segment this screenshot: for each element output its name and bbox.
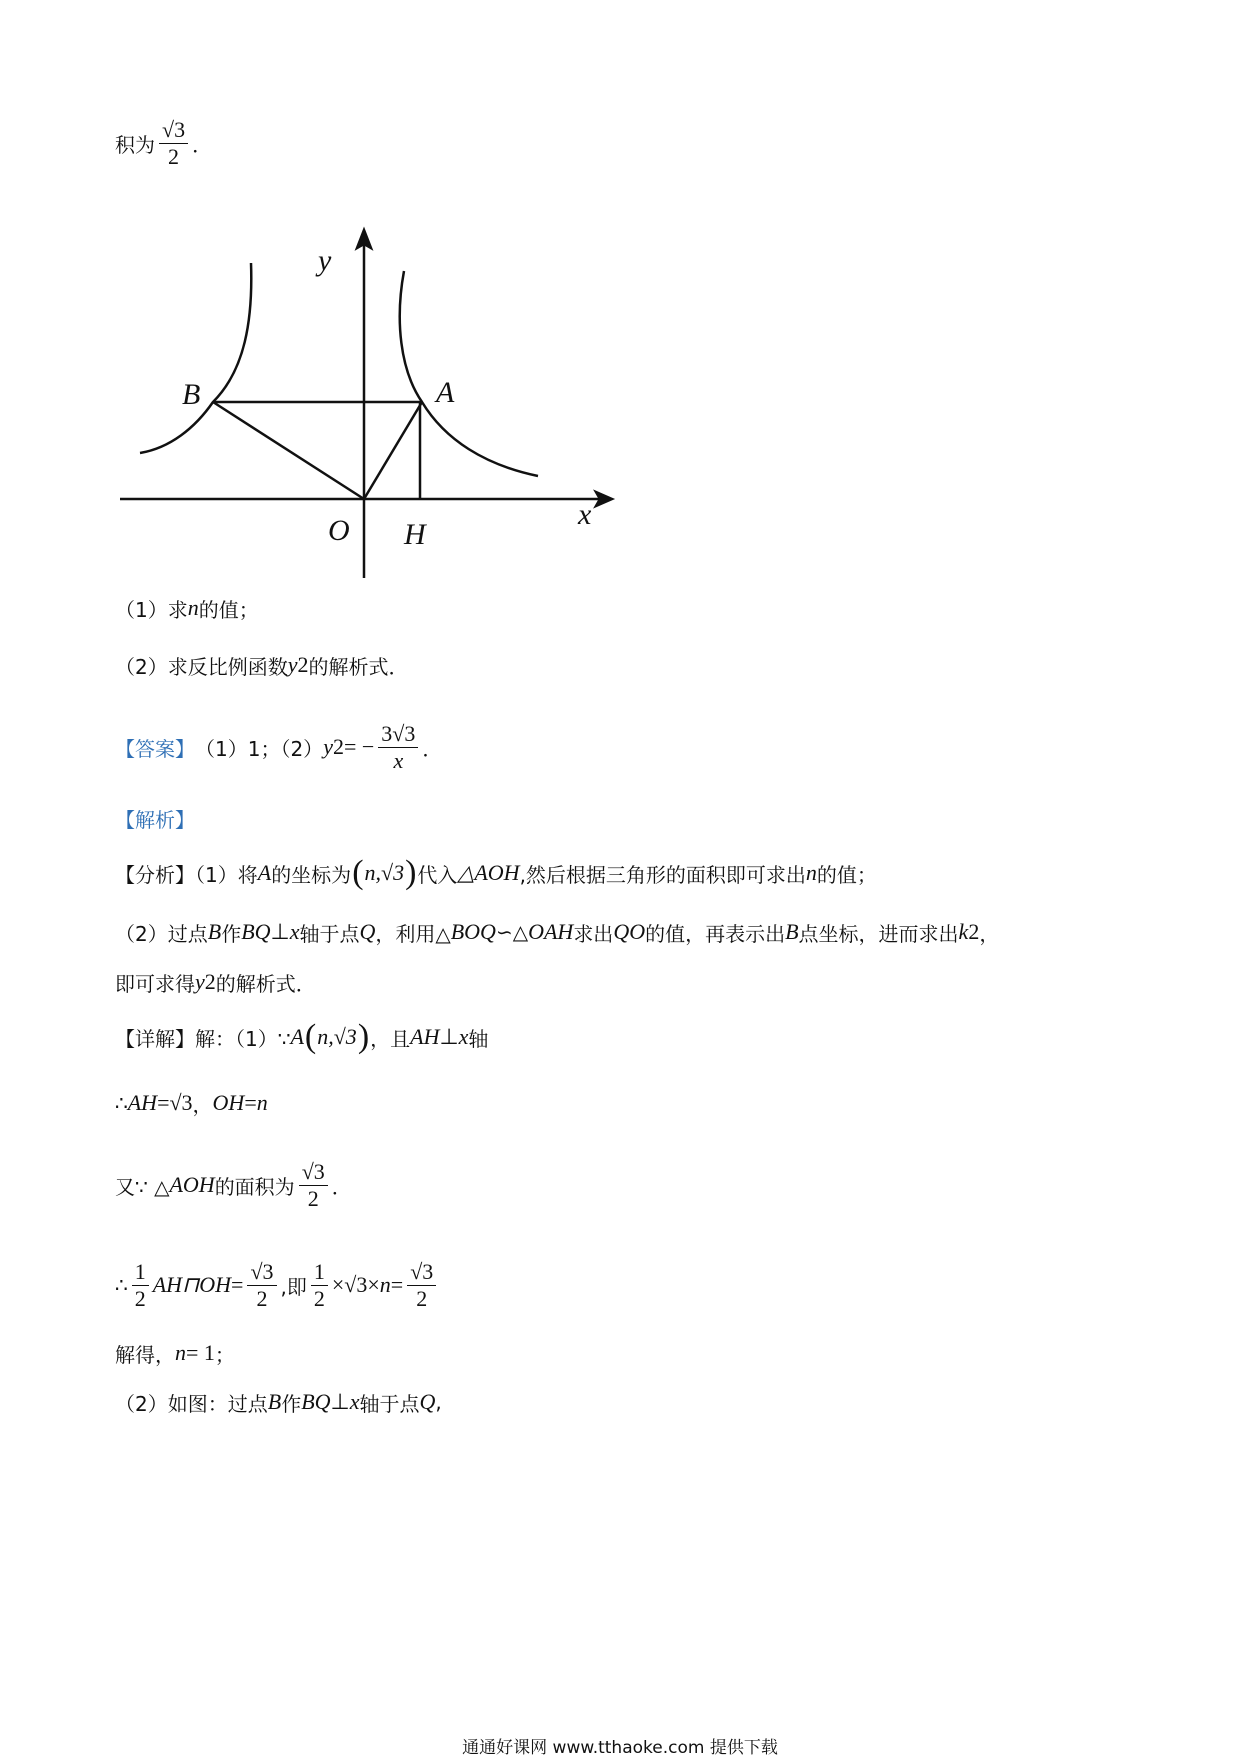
text: （2）求反比例函数	[115, 654, 288, 679]
numerator: 3√3	[378, 721, 418, 748]
math: ⊥	[270, 919, 290, 944]
fraction	[407, 1259, 436, 1312]
math: B	[207, 919, 222, 944]
text: （1）1；（2）	[195, 736, 324, 761]
text: ，利用△	[375, 921, 451, 946]
math: k	[958, 919, 969, 944]
fraction	[299, 1159, 328, 1212]
text: ,然后根据三角形的面积即可求出	[519, 862, 806, 887]
question-2	[115, 635, 409, 695]
math: y	[323, 734, 333, 759]
text: 的值；	[198, 597, 259, 622]
numerator: √3	[299, 1159, 328, 1186]
denominator: 2	[313, 1285, 325, 1311]
answer-line	[115, 717, 442, 777]
math: n,√3	[317, 1024, 357, 1049]
text: 作	[221, 921, 242, 946]
numerator: 1	[311, 1259, 328, 1286]
text: 轴于点	[299, 921, 360, 946]
math: QO	[613, 919, 646, 944]
analysis-line-3	[115, 952, 316, 1012]
detail-line-3	[115, 1155, 352, 1215]
text: ；	[214, 1342, 235, 1367]
text: 【分析】（1）将	[115, 862, 258, 887]
numerator: √3	[247, 1259, 276, 1286]
text: ∴	[115, 1273, 128, 1297]
math: x	[289, 919, 300, 944]
analysis-heading-line	[115, 788, 195, 848]
denominator: 2	[256, 1285, 268, 1311]
label-x: x	[578, 498, 592, 531]
text: ，	[979, 921, 1000, 946]
paren: (	[352, 854, 364, 891]
label-H: H	[404, 518, 426, 551]
text: （2）过点	[115, 921, 208, 946]
text: 求出	[573, 921, 614, 946]
text: ∴	[115, 1091, 128, 1115]
paren: )	[405, 854, 417, 891]
segment-BO	[213, 402, 364, 499]
math: OH	[212, 1090, 245, 1115]
math: BQ	[301, 1389, 331, 1414]
math: BQ	[241, 919, 271, 944]
math: = 1	[186, 1340, 215, 1365]
math: =√3	[157, 1090, 193, 1115]
text: ．	[331, 1174, 352, 1199]
fraction	[311, 1259, 328, 1312]
text: 【详解】解：（1）∵	[115, 1026, 291, 1051]
math: B	[267, 1389, 282, 1414]
fraction	[132, 1259, 149, 1312]
text: 轴于点	[359, 1391, 420, 1416]
subscript: 2	[332, 734, 344, 759]
text: （2）如图：过点	[115, 1391, 268, 1416]
math: n	[187, 595, 199, 620]
math: AOH	[169, 1172, 215, 1197]
paren: )	[357, 1018, 370, 1055]
math: A	[290, 1024, 304, 1049]
subscript: 2	[297, 652, 309, 677]
math: n	[175, 1340, 186, 1365]
math: OAH	[528, 919, 574, 944]
math: =	[390, 1272, 404, 1297]
fraction	[247, 1259, 276, 1312]
math: =	[231, 1272, 244, 1297]
text: 的解析式．	[308, 654, 409, 679]
denominator: 2	[416, 1285, 428, 1311]
text: 点坐标，进而求出	[798, 921, 959, 946]
text: 的值，再表示出	[645, 921, 786, 946]
math: n,√3	[364, 860, 405, 885]
text: 即可求得	[115, 971, 195, 996]
subscript: 2	[204, 969, 216, 994]
label-A: A	[436, 376, 455, 409]
text: 的值；	[816, 862, 877, 887]
text: ,	[435, 1390, 442, 1414]
detail-line-6	[115, 1372, 442, 1432]
math: =	[244, 1090, 257, 1115]
text: 的坐标为	[271, 862, 352, 887]
math: n	[379, 1272, 391, 1297]
math: AH	[410, 1024, 440, 1049]
paren: (	[304, 1018, 317, 1055]
label-O: O	[328, 514, 350, 547]
hyperbola-figure	[0, 0, 700, 600]
text: ，且	[370, 1026, 411, 1051]
detail-line-1	[115, 1007, 488, 1067]
left-hyperbola-branch	[140, 263, 251, 453]
label-B: B	[182, 378, 201, 411]
math: BOQ	[450, 919, 496, 944]
math: A	[257, 860, 272, 885]
numerator: √3	[407, 1259, 436, 1286]
text: 解得，	[115, 1342, 175, 1367]
math: AH⊓OH	[152, 1272, 232, 1297]
label-y: y	[318, 244, 332, 277]
text: 的解析式．	[215, 971, 316, 996]
analysis-heading: 【解析】	[115, 807, 195, 832]
math: ⊥	[439, 1024, 459, 1049]
text: ∽△	[495, 920, 529, 944]
math: x	[458, 1024, 469, 1049]
denominator: 2	[134, 1285, 146, 1311]
text: （1）求	[115, 597, 188, 622]
subscript: 2	[968, 919, 980, 944]
text: 作	[281, 1391, 302, 1416]
math: △AOH	[457, 860, 520, 885]
math: AH	[127, 1090, 158, 1115]
analysis-line-1	[115, 843, 877, 903]
math: ×√3×	[331, 1272, 380, 1297]
math: n	[256, 1090, 268, 1115]
numerator: √3	[159, 117, 188, 144]
text: ．	[192, 132, 213, 157]
math: B	[785, 919, 799, 944]
denominator: 2	[307, 1185, 319, 1211]
text: 积为	[115, 132, 155, 157]
math: y	[287, 652, 298, 677]
segment-AO	[364, 402, 422, 499]
question-1	[115, 578, 259, 638]
numerator: 1	[132, 1259, 149, 1286]
math: x	[349, 1389, 360, 1414]
math: = −	[343, 734, 375, 759]
y-axis-arrow	[357, 230, 371, 248]
text: 代入	[417, 862, 458, 887]
text: ，	[192, 1092, 213, 1117]
fraction	[378, 721, 418, 774]
text: 的面积为	[214, 1174, 295, 1199]
page-footer: 通通好课网 www.tthaoke.com 提供下载	[462, 1738, 778, 1758]
answer-heading: 【答案】	[115, 736, 195, 761]
text: ,即	[280, 1274, 307, 1299]
math: ⊥	[330, 1389, 350, 1414]
detail-line-2	[115, 1073, 268, 1133]
math: Q	[419, 1389, 436, 1414]
denominator: x	[393, 747, 404, 773]
math: y	[195, 969, 205, 994]
math: n	[805, 860, 817, 885]
detail-line-4	[115, 1255, 440, 1315]
math: Q	[359, 919, 376, 944]
text: 又∵ △	[115, 1174, 170, 1199]
text: ．	[422, 736, 443, 761]
denominator: 2	[168, 143, 180, 169]
text: 轴	[468, 1026, 489, 1051]
